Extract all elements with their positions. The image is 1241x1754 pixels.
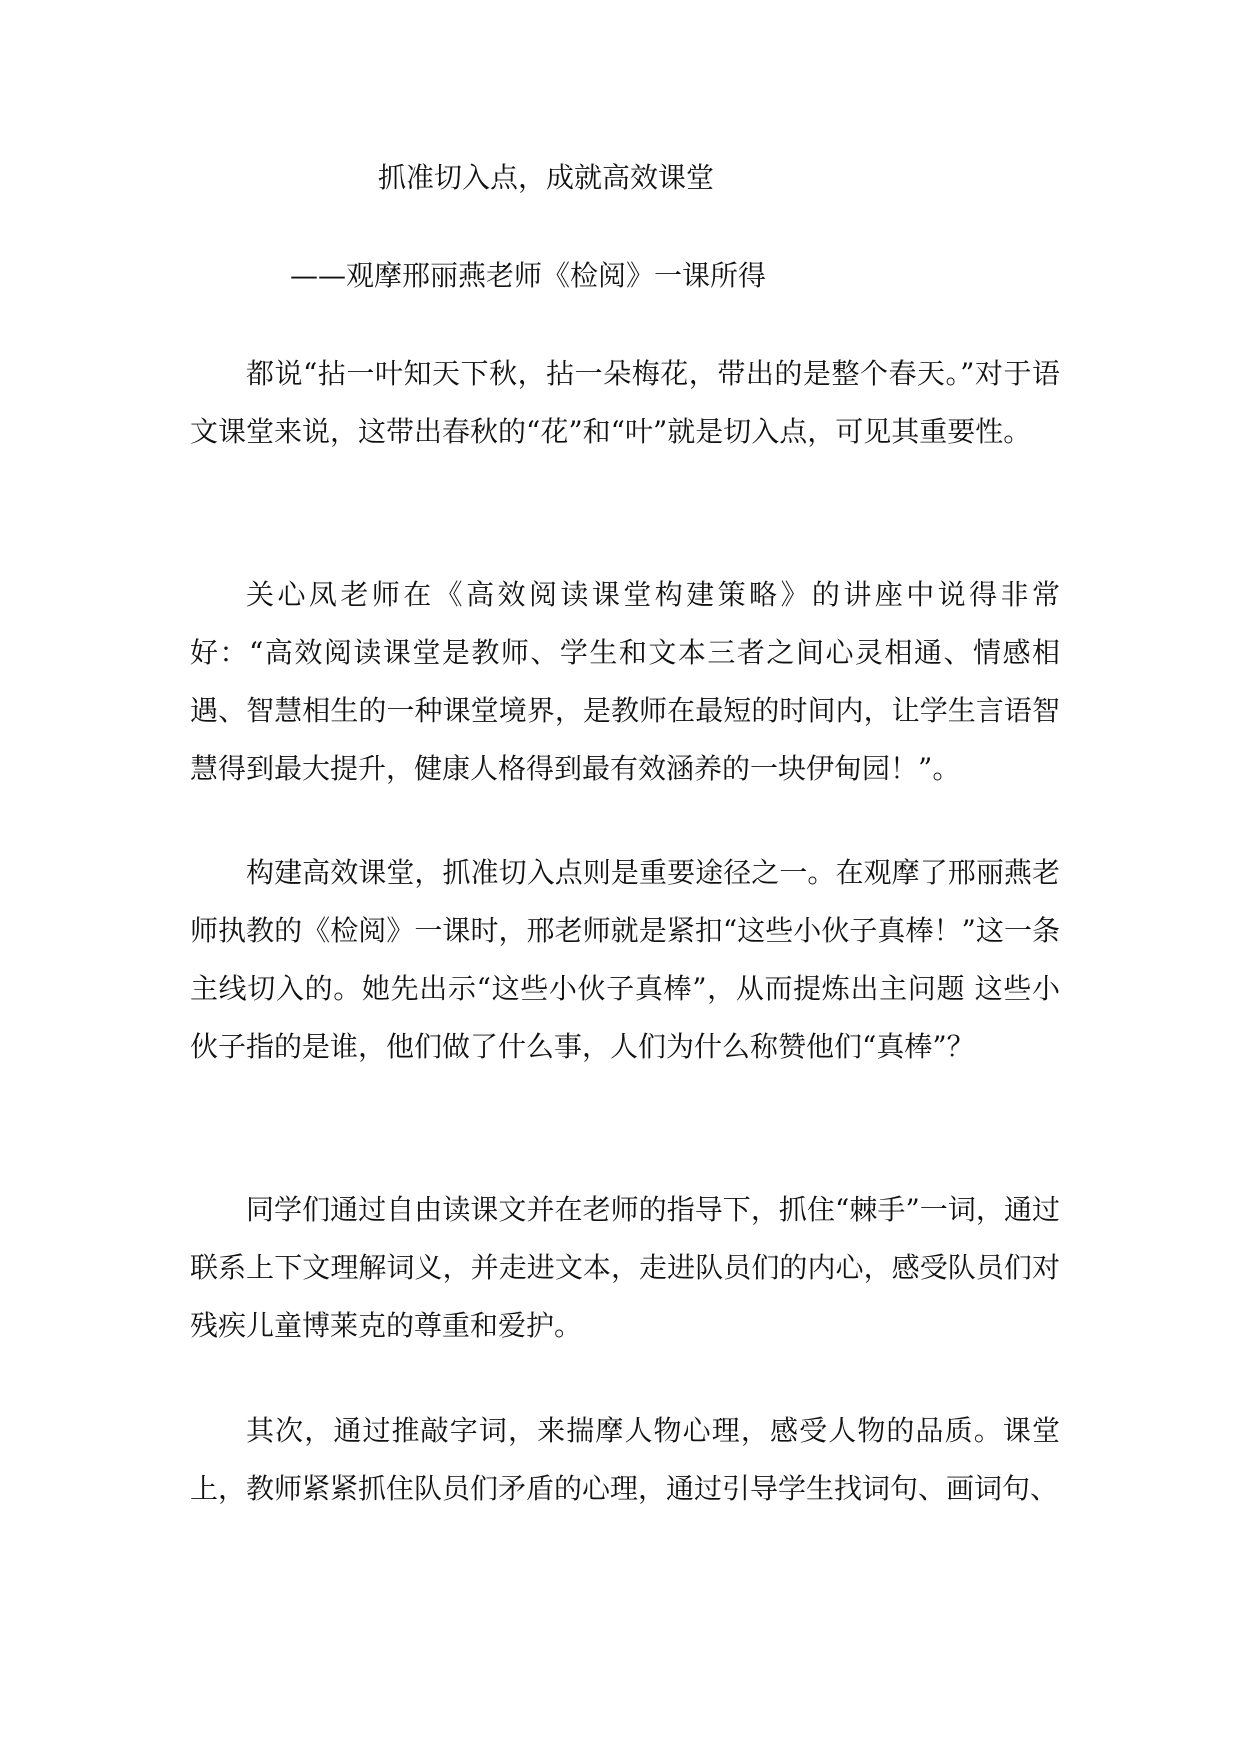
paragraph-next: 其次，通过推敲字词，来揣摩人物心理，感受人物的品质。课堂上，教师紧紧抓住队员们矛盾的心理，通过引导学生找词句、画词句、: [190, 1414, 1060, 1505]
paragraph-students: 同学们通过自由读课文并在老师的指导下，抓住“棘手”一词，通过联系上下文理解词义，并走进文本，走进队员们的内心，感受队员们对残疾儿童博莱克的尊重和爱护。: [190, 1193, 1060, 1342]
document-subtitle: ——观摩邢丽燕老师《检阅》一课所得: [290, 259, 767, 292]
paragraph-quote: 关心凤老师在《高效阅读课堂构建策略》的讲座中说得非常好：“高效阅读课堂是教师、学生和文本三者之间心灵相通、情感相遇、智慧相生的一种课堂境界，是教师在最短的时间内，让学生言语智慧得到最大提升，健康人格得到最有效涵养的一块伊甸园！”。: [190, 578, 1060, 785]
document-title: 抓准切入点，成就高效课堂: [378, 161, 715, 194]
paragraph-entry-point: 构建高效课堂，抓准切入点则是重要途径之一。在观摩了邢丽燕老师执教的《检阅》一课时，邢老师就是紧扣“这些小伙子真棒！”这一条主线切入的。她先出示“这些小伙子真棒”，从而提炼出主问题 这些小伙子指的是谁，他们做了什么事，人们为什么称赞他们“真棒”？: [190, 856, 1060, 1063]
paragraph-intro: 都说“拈一叶知天下秋，拈一朵梅花，带出的是整个春天。”对于语文课堂来说，这带出春秋的“花”和“叶”就是切入点，可见其重要性。: [190, 357, 1060, 448]
